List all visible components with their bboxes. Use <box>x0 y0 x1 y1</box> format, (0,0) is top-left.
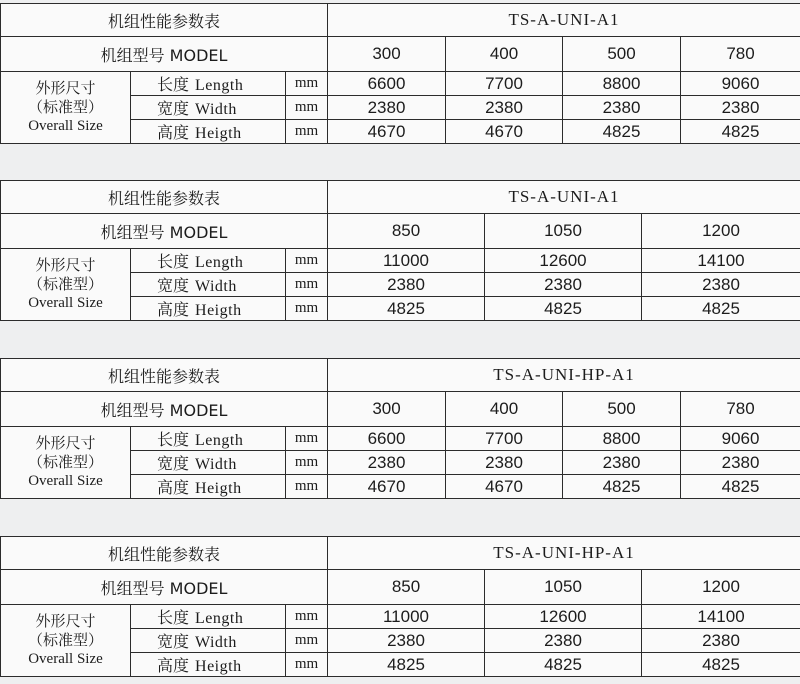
overall-size-label <box>1 605 131 677</box>
spec-table-1 <box>0 3 800 144</box>
overall-size-en: Overall Size <box>28 118 103 134</box>
model-cell: 1200 <box>642 214 800 249</box>
spec-table-3 <box>0 358 800 499</box>
overall-size-label <box>1 427 131 499</box>
length-cell: 6600 <box>328 72 446 96</box>
height-cell: 4825 <box>681 475 800 499</box>
model-cell: 500 <box>563 37 681 72</box>
width-en: Width <box>195 456 237 473</box>
spec-table-4 <box>0 536 800 677</box>
overall-size-type: （标准型） <box>27 631 103 649</box>
model-label: 机组型号 MODEL <box>1 392 328 427</box>
model-cell: 1050 <box>485 214 642 249</box>
length-cn: 长度 <box>157 252 190 271</box>
height-cn: 高度 <box>157 478 190 497</box>
length-cell: 14100 <box>642 249 800 273</box>
width-en: Width <box>195 101 237 118</box>
table-title: 机组性能参数表 <box>1 181 328 214</box>
width-cell: 2380 <box>563 96 681 120</box>
width-label <box>131 273 286 297</box>
width-cn: 宽度 <box>157 99 190 118</box>
unit-cell: mm <box>286 297 328 321</box>
width-cell: 2380 <box>328 629 485 653</box>
height-cn: 高度 <box>157 656 190 675</box>
model-cell: 300 <box>328 392 446 427</box>
width-cn: 宽度 <box>157 632 190 651</box>
height-en: Heigth <box>195 302 242 319</box>
height-cell: 4825 <box>485 297 642 321</box>
length-cell: 9060 <box>681 427 800 451</box>
height-en: Heigth <box>195 658 242 675</box>
overall-size-en: Overall Size <box>28 295 103 311</box>
overall-size-type: （标准型） <box>27 275 103 293</box>
model-cell: 780 <box>681 392 800 427</box>
height-cn: 高度 <box>157 300 190 319</box>
length-cell: 14100 <box>642 605 800 629</box>
model-cell: 850 <box>328 214 485 249</box>
height-cell: 4670 <box>446 475 563 499</box>
model-cell: 400 <box>446 392 563 427</box>
length-cell: 7700 <box>446 427 563 451</box>
model-label: 机组型号 MODEL <box>1 37 328 72</box>
width-cell: 2380 <box>681 451 800 475</box>
unit-cell: mm <box>286 629 328 653</box>
height-cell: 4825 <box>563 475 681 499</box>
height-label <box>131 297 286 321</box>
length-label <box>131 72 286 96</box>
width-label <box>131 629 286 653</box>
length-label <box>131 605 286 629</box>
width-label <box>131 96 286 120</box>
width-cell: 2380 <box>485 629 642 653</box>
height-cell: 4825 <box>328 297 485 321</box>
model-cell: 780 <box>681 37 800 72</box>
height-cell: 4670 <box>328 120 446 144</box>
length-en: Length <box>195 254 244 271</box>
length-cell: 6600 <box>328 427 446 451</box>
model-label: 机组型号 MODEL <box>1 214 328 249</box>
unit-cell: mm <box>286 427 328 451</box>
width-en: Width <box>195 278 237 295</box>
height-cell: 4825 <box>642 297 800 321</box>
length-en: Length <box>195 432 244 449</box>
overall-size-cn: 外形尺寸 <box>35 434 96 452</box>
model-cell: 850 <box>328 570 485 605</box>
overall-size-label <box>1 249 131 321</box>
unit-cell: mm <box>286 96 328 120</box>
table-title: 机组性能参数表 <box>1 537 328 570</box>
height-cell: 4670 <box>328 475 446 499</box>
overall-size-label <box>1 72 131 144</box>
width-cell: 2380 <box>642 629 800 653</box>
width-label <box>131 451 286 475</box>
unit-cell: mm <box>286 475 328 499</box>
overall-size-type: （标准型） <box>27 453 103 471</box>
overall-size-en: Overall Size <box>28 651 103 667</box>
table-title: 机组性能参数表 <box>1 4 328 37</box>
width-cell: 2380 <box>328 451 446 475</box>
length-cn: 长度 <box>157 608 190 627</box>
width-cell: 2380 <box>446 451 563 475</box>
model-cell: 1200 <box>642 570 800 605</box>
model-cell: 300 <box>328 37 446 72</box>
length-cell: 12600 <box>485 249 642 273</box>
height-cell: 4825 <box>563 120 681 144</box>
series-name: TS-A-UNI-A1 <box>328 181 800 214</box>
height-cell: 4825 <box>681 120 800 144</box>
height-en: Heigth <box>195 125 242 142</box>
unit-cell: mm <box>286 120 328 144</box>
length-cell: 7700 <box>446 72 563 96</box>
unit-cell: mm <box>286 72 328 96</box>
spec-table-2 <box>0 180 800 321</box>
table-title: 机组性能参数表 <box>1 359 328 392</box>
length-cell: 8800 <box>563 72 681 96</box>
width-cn: 宽度 <box>157 454 190 473</box>
height-cell: 4825 <box>328 653 485 677</box>
height-label <box>131 120 286 144</box>
width-cell: 2380 <box>642 273 800 297</box>
length-cell: 9060 <box>681 72 800 96</box>
unit-cell: mm <box>286 605 328 629</box>
width-cell: 2380 <box>681 96 800 120</box>
width-cell: 2380 <box>563 451 681 475</box>
length-en: Length <box>195 77 244 94</box>
series-name: TS-A-UNI-HP-A1 <box>328 359 800 392</box>
height-label <box>131 475 286 499</box>
length-cell: 12600 <box>485 605 642 629</box>
overall-size-type: （标准型） <box>27 98 103 116</box>
width-cell: 2380 <box>328 273 485 297</box>
width-cell: 2380 <box>446 96 563 120</box>
overall-size-cn: 外形尺寸 <box>35 256 96 274</box>
height-cn: 高度 <box>157 123 190 142</box>
length-cn: 长度 <box>157 430 190 449</box>
length-cell: 11000 <box>328 605 485 629</box>
model-label: 机组型号 MODEL <box>1 570 328 605</box>
unit-cell: mm <box>286 273 328 297</box>
length-label <box>131 249 286 273</box>
model-cell: 500 <box>563 392 681 427</box>
width-cn: 宽度 <box>157 276 190 295</box>
height-cell: 4670 <box>446 120 563 144</box>
unit-cell: mm <box>286 249 328 273</box>
model-cell: 1050 <box>485 570 642 605</box>
unit-cell: mm <box>286 653 328 677</box>
unit-cell: mm <box>286 451 328 475</box>
length-label <box>131 427 286 451</box>
length-cn: 长度 <box>157 75 190 94</box>
series-name: TS-A-UNI-A1 <box>328 4 800 37</box>
length-cell: 8800 <box>563 427 681 451</box>
length-cell: 11000 <box>328 249 485 273</box>
length-en: Length <box>195 610 244 627</box>
height-cell: 4825 <box>485 653 642 677</box>
width-cell: 2380 <box>485 273 642 297</box>
height-en: Heigth <box>195 480 242 497</box>
width-cell: 2380 <box>328 96 446 120</box>
model-cell: 400 <box>446 37 563 72</box>
overall-size-cn: 外形尺寸 <box>35 79 96 97</box>
width-en: Width <box>195 634 237 651</box>
series-name: TS-A-UNI-HP-A1 <box>328 537 800 570</box>
overall-size-cn: 外形尺寸 <box>35 612 96 630</box>
height-cell: 4825 <box>642 653 800 677</box>
overall-size-en: Overall Size <box>28 473 103 489</box>
height-label <box>131 653 286 677</box>
